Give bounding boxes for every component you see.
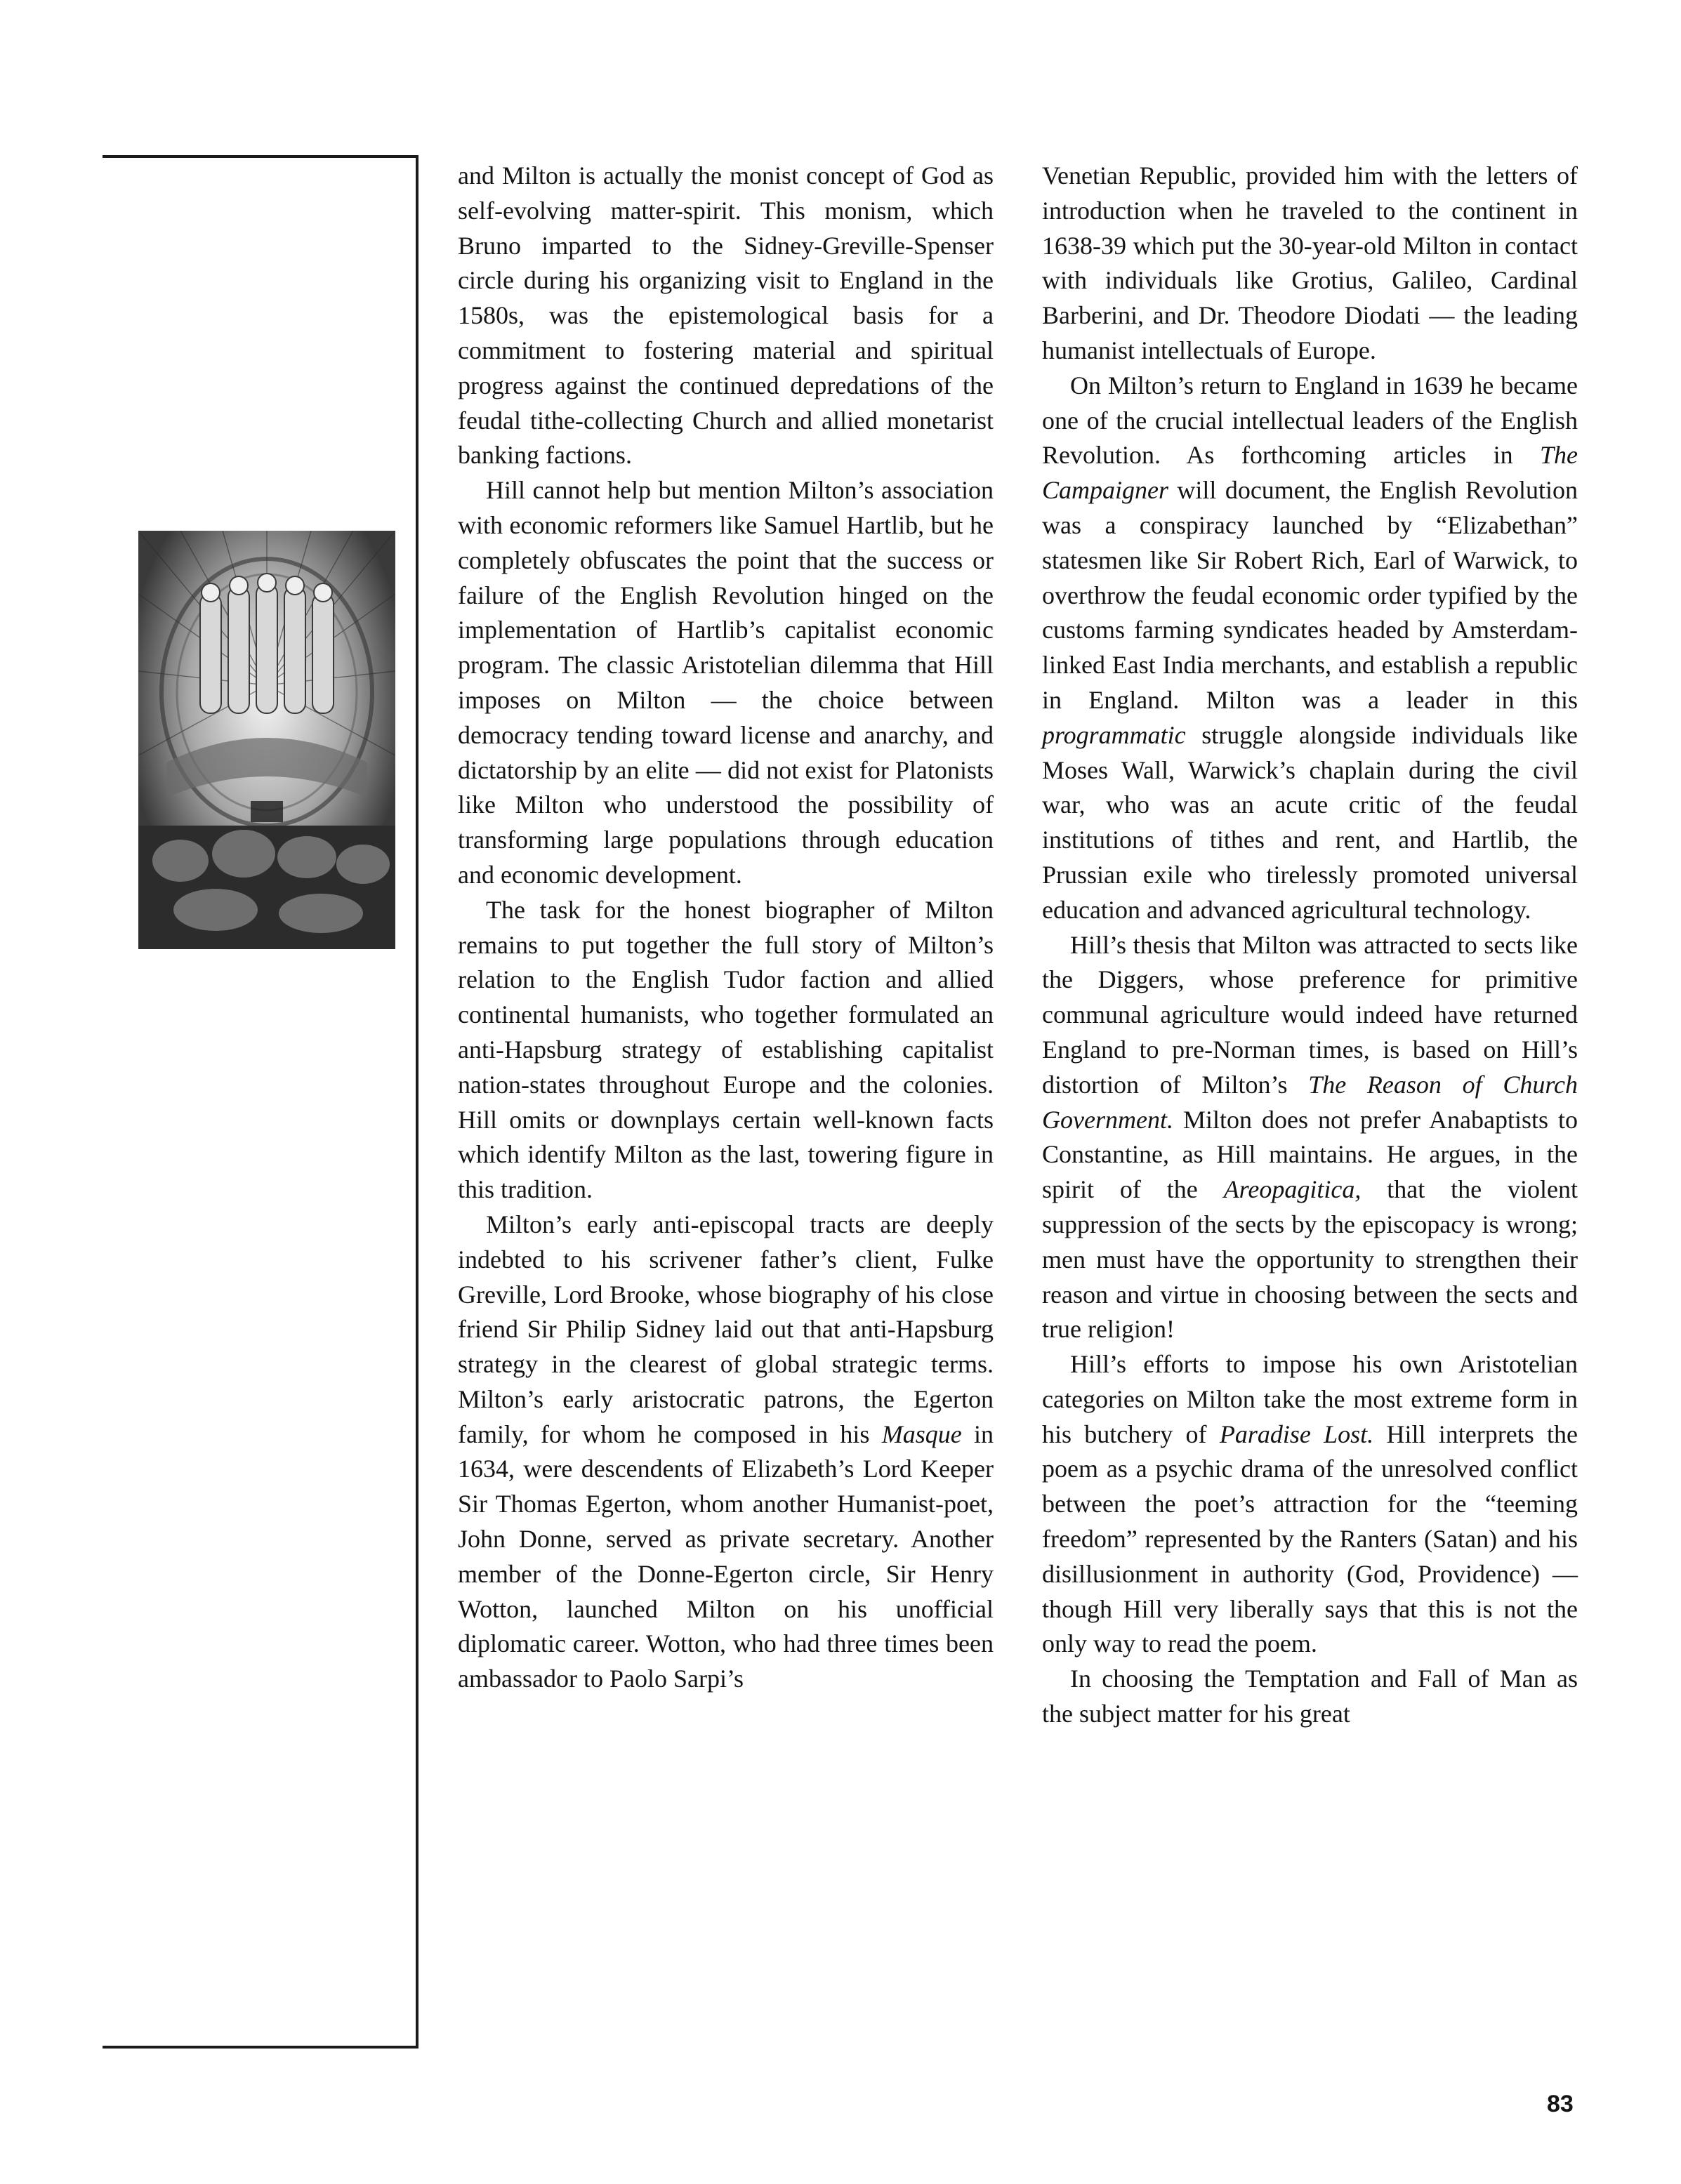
italic-text: programmatic (1042, 720, 1186, 749)
paragraph (1042, 1662, 1578, 1732)
angels-circle-engraving-icon (138, 531, 395, 949)
italic-text: Paradise Lost. (1219, 1419, 1374, 1448)
text-run: Venetian Republic, provided him with the letters of introduction when he traveled to the continent in 1638-39 which put the 30-year-old Milton in contact with individuals like Grotius, Galileo, Cardinal Barberini, and Dr. Theodore Diodati — the leading humanist intellectuals of Europe. (1042, 161, 1578, 364)
engraving-illustration (138, 531, 395, 949)
paragraph (458, 159, 994, 473)
italic-text: Masque (881, 1419, 962, 1448)
text-run: Milton does not prefer Anabaptists to Constantine, as Hill maintains. He argues, in the spirit of the (1042, 1105, 1578, 1204)
text-run: Milton’s early anti-episcopal tracts are deeply indebted to his scrivener father’s client, Fulke Greville, Lord Brooke, whose biography of his close friend Sir Philip Sidney laid out that anti-Hapsburg strategy in the clearest of global strategic terms. Milton’s early aristocratic patrons, the Egerton family, for whom he composed in his (458, 1210, 994, 1448)
paragraph (458, 1207, 994, 1697)
italic-text: The Reason of Church Government. (1042, 1070, 1578, 1134)
paragraph (458, 893, 994, 1207)
text-run: On Milton’s return to England in 1639 he became one of the crucial intellectual leaders of the English Revolution. As forthcoming articles in (1042, 371, 1578, 470)
text-run: Hill’s thesis that Milton was attracted to sects like the Diggers, whose preference for primitive communal agriculture would indeed have returned England to pre-Norman times, is based on Hill’s distortion of Milton’s (1042, 930, 1578, 1099)
text-run: Hill’s efforts to impose his own Aristotelian categories on Milton take the most extreme form in his butchery of (1042, 1350, 1578, 1448)
paragraph (1042, 1347, 1578, 1662)
paragraph (1042, 159, 1578, 369)
article-column-middle (458, 159, 994, 1697)
paragraph (458, 473, 994, 893)
sidebar-frame (103, 155, 418, 2049)
text-run: struggle alongside individuals like Moses Wall, Warwick’s chaplain during the civil war, who was an acute critic of the feudal institutions of tithes and rent, and Hartlib, the Prussian exile who tirelessly promoted universal education and advanced agricultural technology. (1042, 720, 1578, 924)
article-column-right (1042, 159, 1578, 1732)
text-run: The task for the honest biographer of Milton remains to put together the full story of Milton’s relation to the English Tudor faction and allied continental humanists, who together formulated an anti-Hapsburg strategy of establishing capitalist nation-states throughout Europe and the colonies. Hill omits or downplays certain well-known facts which identify Milton as the last, towering figure in this tradition. (458, 895, 994, 1204)
paragraph (1042, 369, 1578, 928)
italic-text: Areopagitica, (1223, 1175, 1362, 1204)
paragraph (1042, 928, 1578, 1348)
text-run: in 1634, were descendents of Elizabeth’s Lord Keeper Sir Thomas Egerton, whom another Humanist-poet, John Donne, served as private secretary. Another member of the Donne-Egerton circle, Sir Henry Wotton, launched Milton on his unofficial diplomatic career. Wotton, who had three times been ambassador to Paolo Sarpi’s (458, 1419, 994, 1693)
text-run: will document, the English Revolution was a conspiracy launched by “Elizabethan” statesmen like Sir Robert Rich, Earl of Warwick, to overthrow the feudal economic order typified by the customs farming syndicates headed by Amsterdam-linked East India merchants, and establish a republic in England. Milton was a leader in this (1042, 476, 1578, 714)
italic-text: The Campaigner (1042, 441, 1578, 505)
text-run: that the violent suppression of the sects by the episcopacy is wrong; men must have the opportunity to strengthen their reason and virtue in choosing between the sects and true religion! (1042, 1175, 1578, 1344)
text-run: Hill cannot help but mention Milton’s association with economic reformers like Samuel Hartlib, but he completely obfuscates the point that the success or failure of the English Revolution hinged on the implementation of Hartlib’s capitalist economic program. The classic Aristotelian dilemma that Hill imposes on Milton — the choice between democracy tending toward license and anarchy, and dictatorship by an elite — did not exist for Platonists like Milton who understood the possibility of transforming large populations through education and economic development. (458, 476, 994, 889)
text-run: In choosing the Temptation and Fall of Man as the subject matter for his great (1042, 1665, 1578, 1728)
text-run: Hill interprets the poem as a psychic drama of the unresolved conflict between the poet’s attraction for the “teeming freedom” represented by the Ranters (Satan) and his disillusionment in authority (God, Providence) — though Hill very liberally says that this is not the only way to read the poem. (1042, 1419, 1578, 1658)
page-number: 83 (1547, 2091, 1574, 2117)
text-run: and Milton is actually the monist concept of God as self-evolving matter-spirit. This monism, which Bruno imparted to the Sidney-Greville-Spenser circle during his organizing visit to England in the 1580s, was the epistemological basis for a commitment to fostering material and spiritual progress against the continued depredations of the feudal tithe-collecting Church and allied monetarist banking factions. (458, 161, 994, 470)
